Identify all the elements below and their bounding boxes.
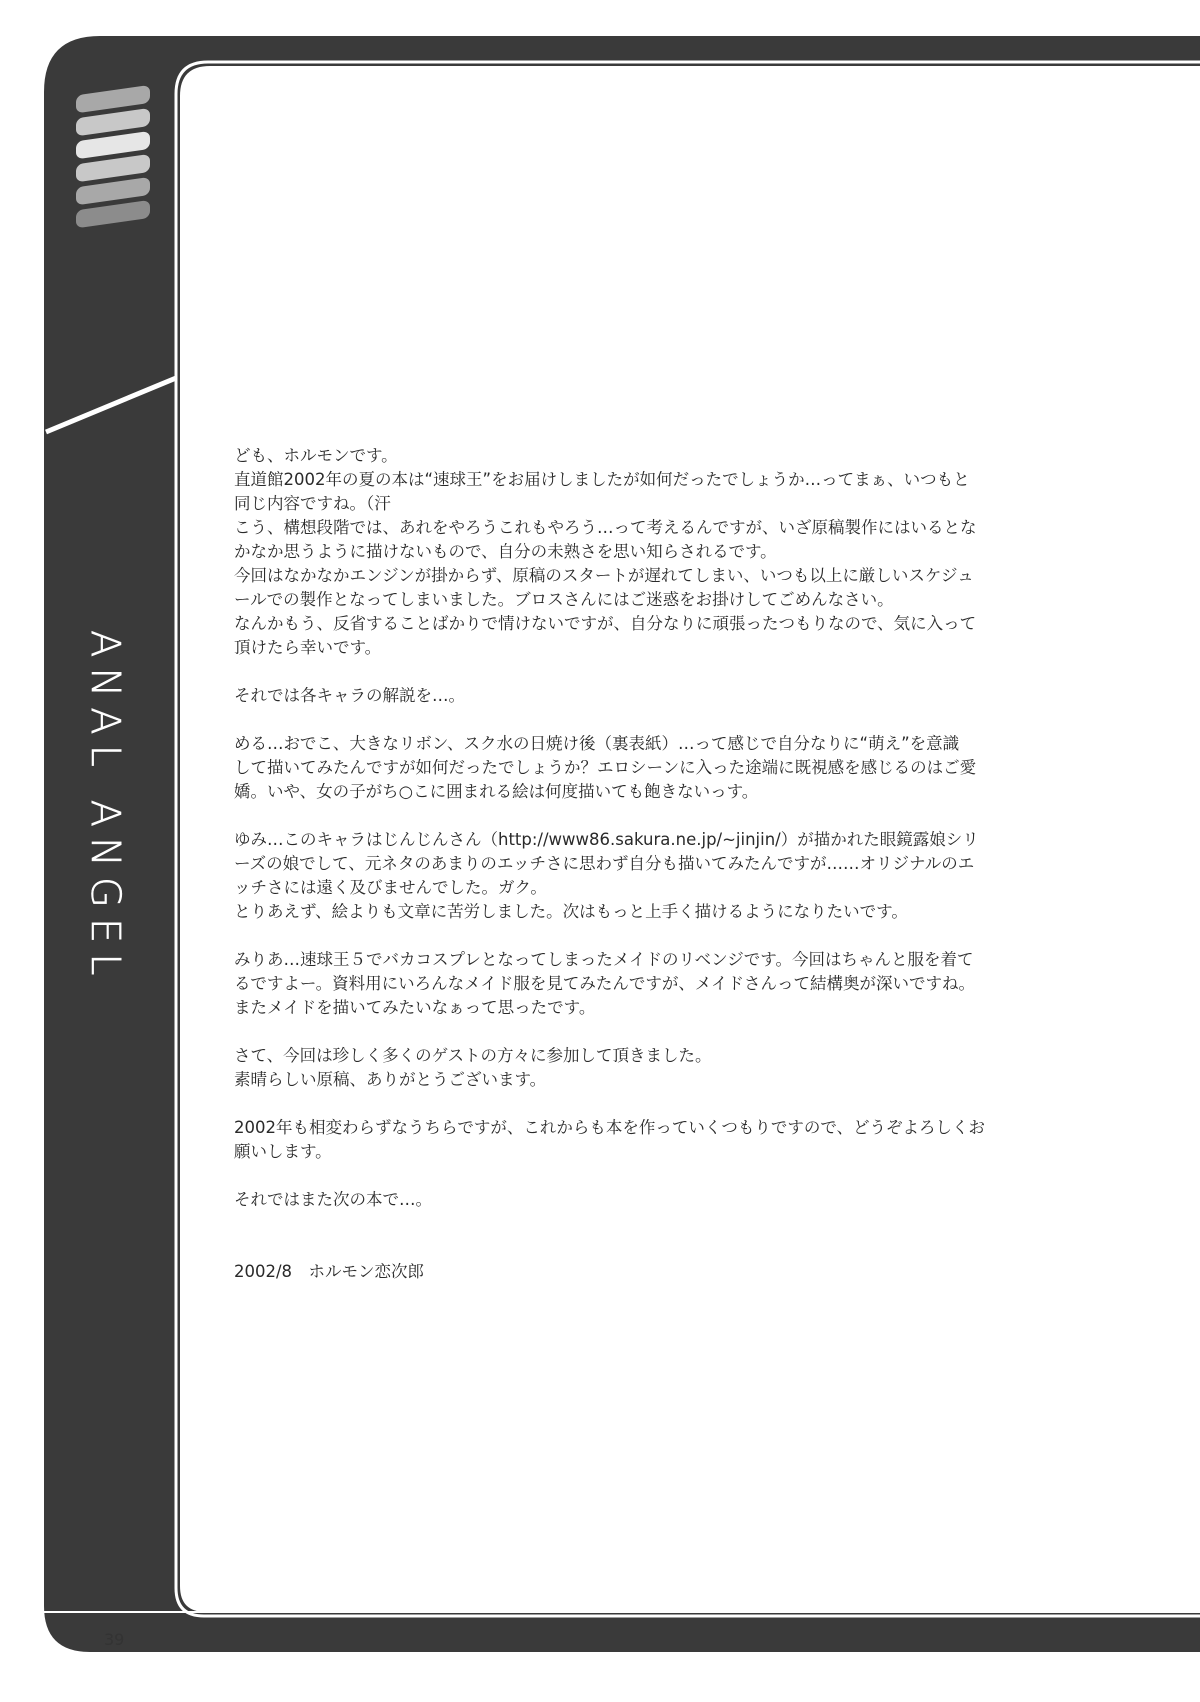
text-line: みりあ…速球王５でバカコスプレとなってしまったメイドのリベンジです。今回はちゃんと服を着て bbox=[234, 950, 974, 969]
text-line: 頂けたら幸いです。 bbox=[234, 638, 382, 657]
text-line: ーズの娘でして、元ネタのあまりのエッチさに思わず自分も描いてみたんですが……オリジナルのエ bbox=[234, 854, 975, 873]
side-title-vertical: ANAL ANGEL bbox=[82, 630, 128, 986]
text-line: 2002年も相変わらずなうちらですが、これからも本を作っていくつもりですので、どうぞよろしくお bbox=[234, 1118, 985, 1137]
paragraph bbox=[234, 1116, 1094, 1164]
text-line: ゆみ…このキャラはじんじんさん（http://www86.sakura.ne.jp/~jinjin/）が描かれた眼鏡露娘シリ bbox=[234, 830, 979, 849]
paragraph bbox=[234, 732, 1094, 804]
text-line: 同じ内容ですね。（汗 bbox=[234, 494, 391, 513]
text-line: して描いてみたんですが如何だったでしょうか？エロシーンに入った途端に既視感を感じるのはご愛 bbox=[234, 758, 977, 777]
paragraph bbox=[234, 1188, 1094, 1212]
signature-line: 2002/8 ホルモン恋次郎 bbox=[234, 1262, 425, 1281]
text-line: める…おでこ、大きなリボン、スク水の日焼け後（裏表紙）…って感じで自分なりに“萌え”を意識 bbox=[234, 734, 960, 753]
text-line: またメイドを描いてみたいなぁって思ったです。 bbox=[234, 998, 596, 1017]
text-line: かなか思うように描けないもので、自分の未熟さを思い知らされるです。 bbox=[234, 542, 777, 561]
afterword-text bbox=[234, 444, 1094, 1284]
text-line: なんかもう、反省することばかりで情けないですが、自分なりに頑張ったつもりなので、気に入って bbox=[234, 614, 977, 633]
text-line: 直道館2002年の夏の本は“速球王”をお届けしましたが如何だったでしょうか…ってまぁ、いつもと bbox=[234, 470, 970, 489]
paragraph bbox=[234, 828, 1094, 924]
paragraph bbox=[234, 948, 1094, 1020]
text-line: 願いします。 bbox=[234, 1142, 332, 1161]
paragraph bbox=[234, 444, 1094, 660]
text-line: とりあえず、絵よりも文章に苦労しました。次はもっと上手く描けるようになりたいです。 bbox=[234, 902, 908, 921]
afterword-paragraphs bbox=[234, 444, 1094, 1212]
text-line: ども、ホルモンです。 bbox=[234, 446, 398, 465]
text-line: ッチさには遠く及びませんでした。ガク。 bbox=[234, 878, 547, 897]
text-line: 今回はなかなかエンジンが掛からず、原稿のスタートが遅れてしまい、いつも以上に厳しいスケジュ bbox=[234, 566, 974, 585]
text-line: それでは各キャラの解説を…。 bbox=[234, 686, 465, 705]
text-line: るですよー。資料用にいろんなメイド服を見てみたんですが、メイドさんって結構奥が深いですね。 bbox=[234, 974, 976, 993]
text-line: 素晴らしい原稿、ありがとうございます。 bbox=[234, 1070, 547, 1089]
paragraph bbox=[234, 684, 1094, 708]
paragraph bbox=[234, 1044, 1094, 1092]
text-line: こう、構想段階では、あれをやろうこれもやろう…って考えるんですが、いざ原稿製作にはいるとな bbox=[234, 518, 977, 537]
text-line: 嬌。いや、女の子がち○こに囲まれる絵は何度描いても飽きないっす。 bbox=[234, 782, 759, 801]
text-line: ールでの製作となってしまいました。ブロスさんにはご迷惑をお掛けしてごめんなさい。 bbox=[234, 590, 894, 609]
page-number: 39 bbox=[104, 1630, 125, 1649]
text-line: さて、今回は珍しく多くのゲストの方々に参加して頂きました。 bbox=[234, 1046, 712, 1065]
text-line: それではまた次の本で…。 bbox=[234, 1190, 432, 1209]
